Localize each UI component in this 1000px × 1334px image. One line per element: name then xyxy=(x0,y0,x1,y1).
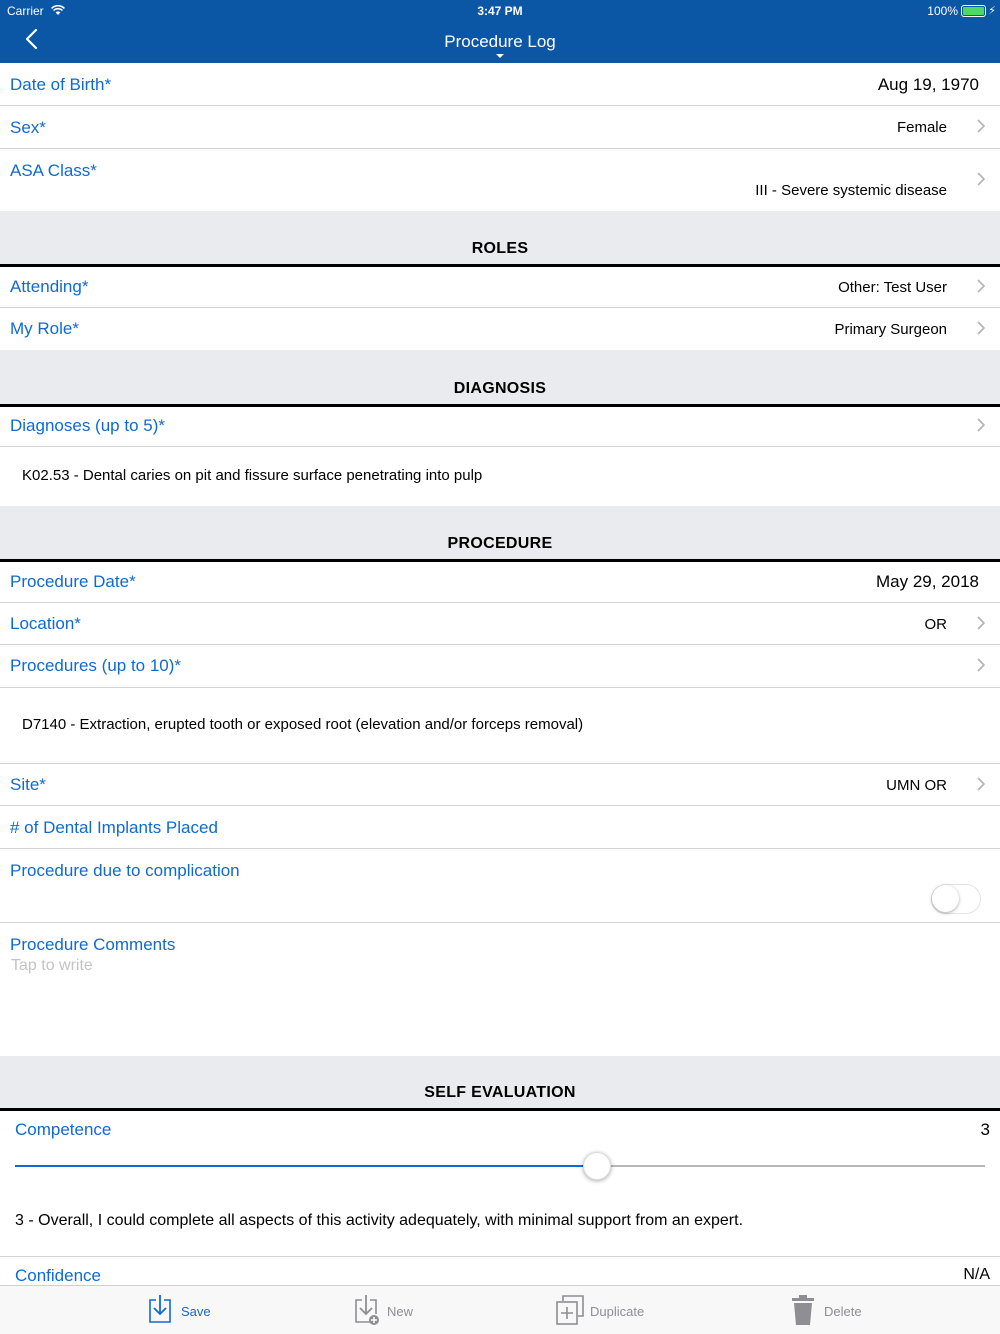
asa-class-row[interactable] xyxy=(0,149,1000,211)
attending-value: Other: Test User xyxy=(838,279,947,296)
carrier-label: Carrier xyxy=(7,4,44,18)
confidence-label: Confidence xyxy=(15,1266,102,1285)
complication-row xyxy=(0,849,1000,923)
diagnosis-item-text: K02.53 - Dental caries on pit and fissure surface penetrating into pulp xyxy=(22,467,483,484)
trash-icon xyxy=(791,1294,815,1326)
my-role-value: Primary Surgeon xyxy=(834,321,947,338)
bottom-toolbar xyxy=(0,1285,1000,1334)
navigation-bar xyxy=(0,0,1000,63)
procedure-comments-label: Procedure Comments xyxy=(10,935,176,954)
confidence-value: N/A xyxy=(963,1266,990,1283)
location-row[interactable] xyxy=(0,603,1000,645)
roles-section-title: ROLES xyxy=(471,240,529,257)
toggle-knob xyxy=(932,885,959,912)
attending-row[interactable] xyxy=(0,267,1000,308)
delete-button[interactable] xyxy=(791,1294,871,1328)
delete-label: Delete xyxy=(824,1304,862,1319)
dental-implants-row[interactable] xyxy=(0,806,1000,849)
clock: 3:47 PM xyxy=(477,4,523,18)
asa-class-value: III - Severe systemic disease xyxy=(755,182,947,199)
procedure-section-title: PROCEDURE xyxy=(447,535,553,552)
save-button[interactable] xyxy=(148,1294,218,1328)
competence-value: 3 xyxy=(980,1120,990,1139)
chevron-right-icon xyxy=(976,278,986,294)
chevron-right-icon xyxy=(976,615,986,631)
status-bar xyxy=(0,3,1000,19)
sex-value: Female xyxy=(896,119,947,136)
chevron-right-icon xyxy=(976,776,986,792)
competence-label: Competence xyxy=(15,1120,112,1139)
new-record-icon xyxy=(354,1294,382,1326)
attending-label: Attending* xyxy=(10,277,89,296)
save-download-icon xyxy=(148,1294,172,1324)
self-evaluation-section-header xyxy=(0,1056,1000,1111)
diagnoses-label: Diagnoses (up to 5)* xyxy=(10,416,165,435)
confidence-row[interactable] xyxy=(0,1257,1000,1285)
my-role-row[interactable] xyxy=(0,308,1000,350)
page-title[interactable]: Procedure Log xyxy=(444,32,556,51)
site-row[interactable] xyxy=(0,764,1000,806)
sex-label: Sex* xyxy=(10,118,46,137)
asa-class-label: ASA Class* xyxy=(10,161,97,180)
diagnoses-row[interactable] xyxy=(0,407,1000,447)
chevron-right-icon xyxy=(976,118,986,134)
battery-percentage: 100% xyxy=(927,4,958,18)
chevron-right-icon xyxy=(976,417,986,433)
procedure-date-label: Procedure Date* xyxy=(10,572,136,591)
chevron-right-icon xyxy=(976,171,986,187)
diagnosis-section-title: DIAGNOSIS xyxy=(453,380,547,397)
procedure-section-header xyxy=(0,506,1000,562)
procedure-list-item[interactable] xyxy=(0,688,1000,764)
complication-toggle[interactable] xyxy=(931,884,981,914)
new-label: New xyxy=(387,1304,414,1319)
date-of-birth-label: Date of Birth* xyxy=(10,75,112,94)
date-of-birth-value: Aug 19, 1970 xyxy=(877,75,979,94)
sex-row[interactable] xyxy=(0,106,1000,149)
date-of-birth-row[interactable] xyxy=(0,63,1000,106)
caret-down-icon xyxy=(496,54,504,58)
slider-thumb[interactable] xyxy=(583,1152,611,1180)
battery-icon xyxy=(961,5,986,17)
roles-section-header xyxy=(0,211,1000,267)
procedure-comments-row[interactable] xyxy=(0,923,1000,1056)
save-label: Save xyxy=(181,1304,211,1319)
procedure-comments-input[interactable]: Tap to write xyxy=(11,957,93,974)
procedures-row[interactable] xyxy=(0,645,1000,688)
procedure-date-row[interactable] xyxy=(0,562,1000,603)
diagnosis-section-header xyxy=(0,350,1000,407)
location-value: OR xyxy=(924,616,947,633)
competence-row xyxy=(0,1111,1000,1257)
dental-implants-label: # of Dental Implants Placed xyxy=(10,818,218,837)
procedures-label: Procedures (up to 10)* xyxy=(10,656,182,675)
complication-label: Procedure due to complication xyxy=(10,861,240,880)
my-role-label: My Role* xyxy=(10,319,79,338)
chevron-right-icon xyxy=(976,320,986,336)
diagnosis-list-item[interactable] xyxy=(0,447,1000,506)
duplicate-button[interactable] xyxy=(555,1294,655,1328)
procedure-item-text: D7140 - Extraction, erupted tooth or exposed root (elevation and/or forceps removal) xyxy=(22,716,584,733)
competence-description: 3 - Overall, I could complete all aspects of this activity adequately, with minimal support from an expert. xyxy=(15,1212,744,1229)
slider-filled-track xyxy=(15,1165,597,1167)
location-label: Location* xyxy=(10,614,81,633)
duplicate-label: Duplicate xyxy=(590,1304,645,1319)
charging-bolt-icon: ⚡ xyxy=(988,5,996,17)
procedure-date-value: May 29, 2018 xyxy=(875,572,979,591)
site-value: UMN OR xyxy=(886,777,947,794)
new-button[interactable] xyxy=(354,1294,424,1328)
site-label: Site* xyxy=(10,775,46,794)
competence-slider[interactable] xyxy=(15,1151,985,1181)
self-evaluation-section-title: SELF EVALUATION xyxy=(424,1084,576,1101)
duplicate-icon xyxy=(555,1294,585,1326)
chevron-right-icon xyxy=(976,657,986,673)
